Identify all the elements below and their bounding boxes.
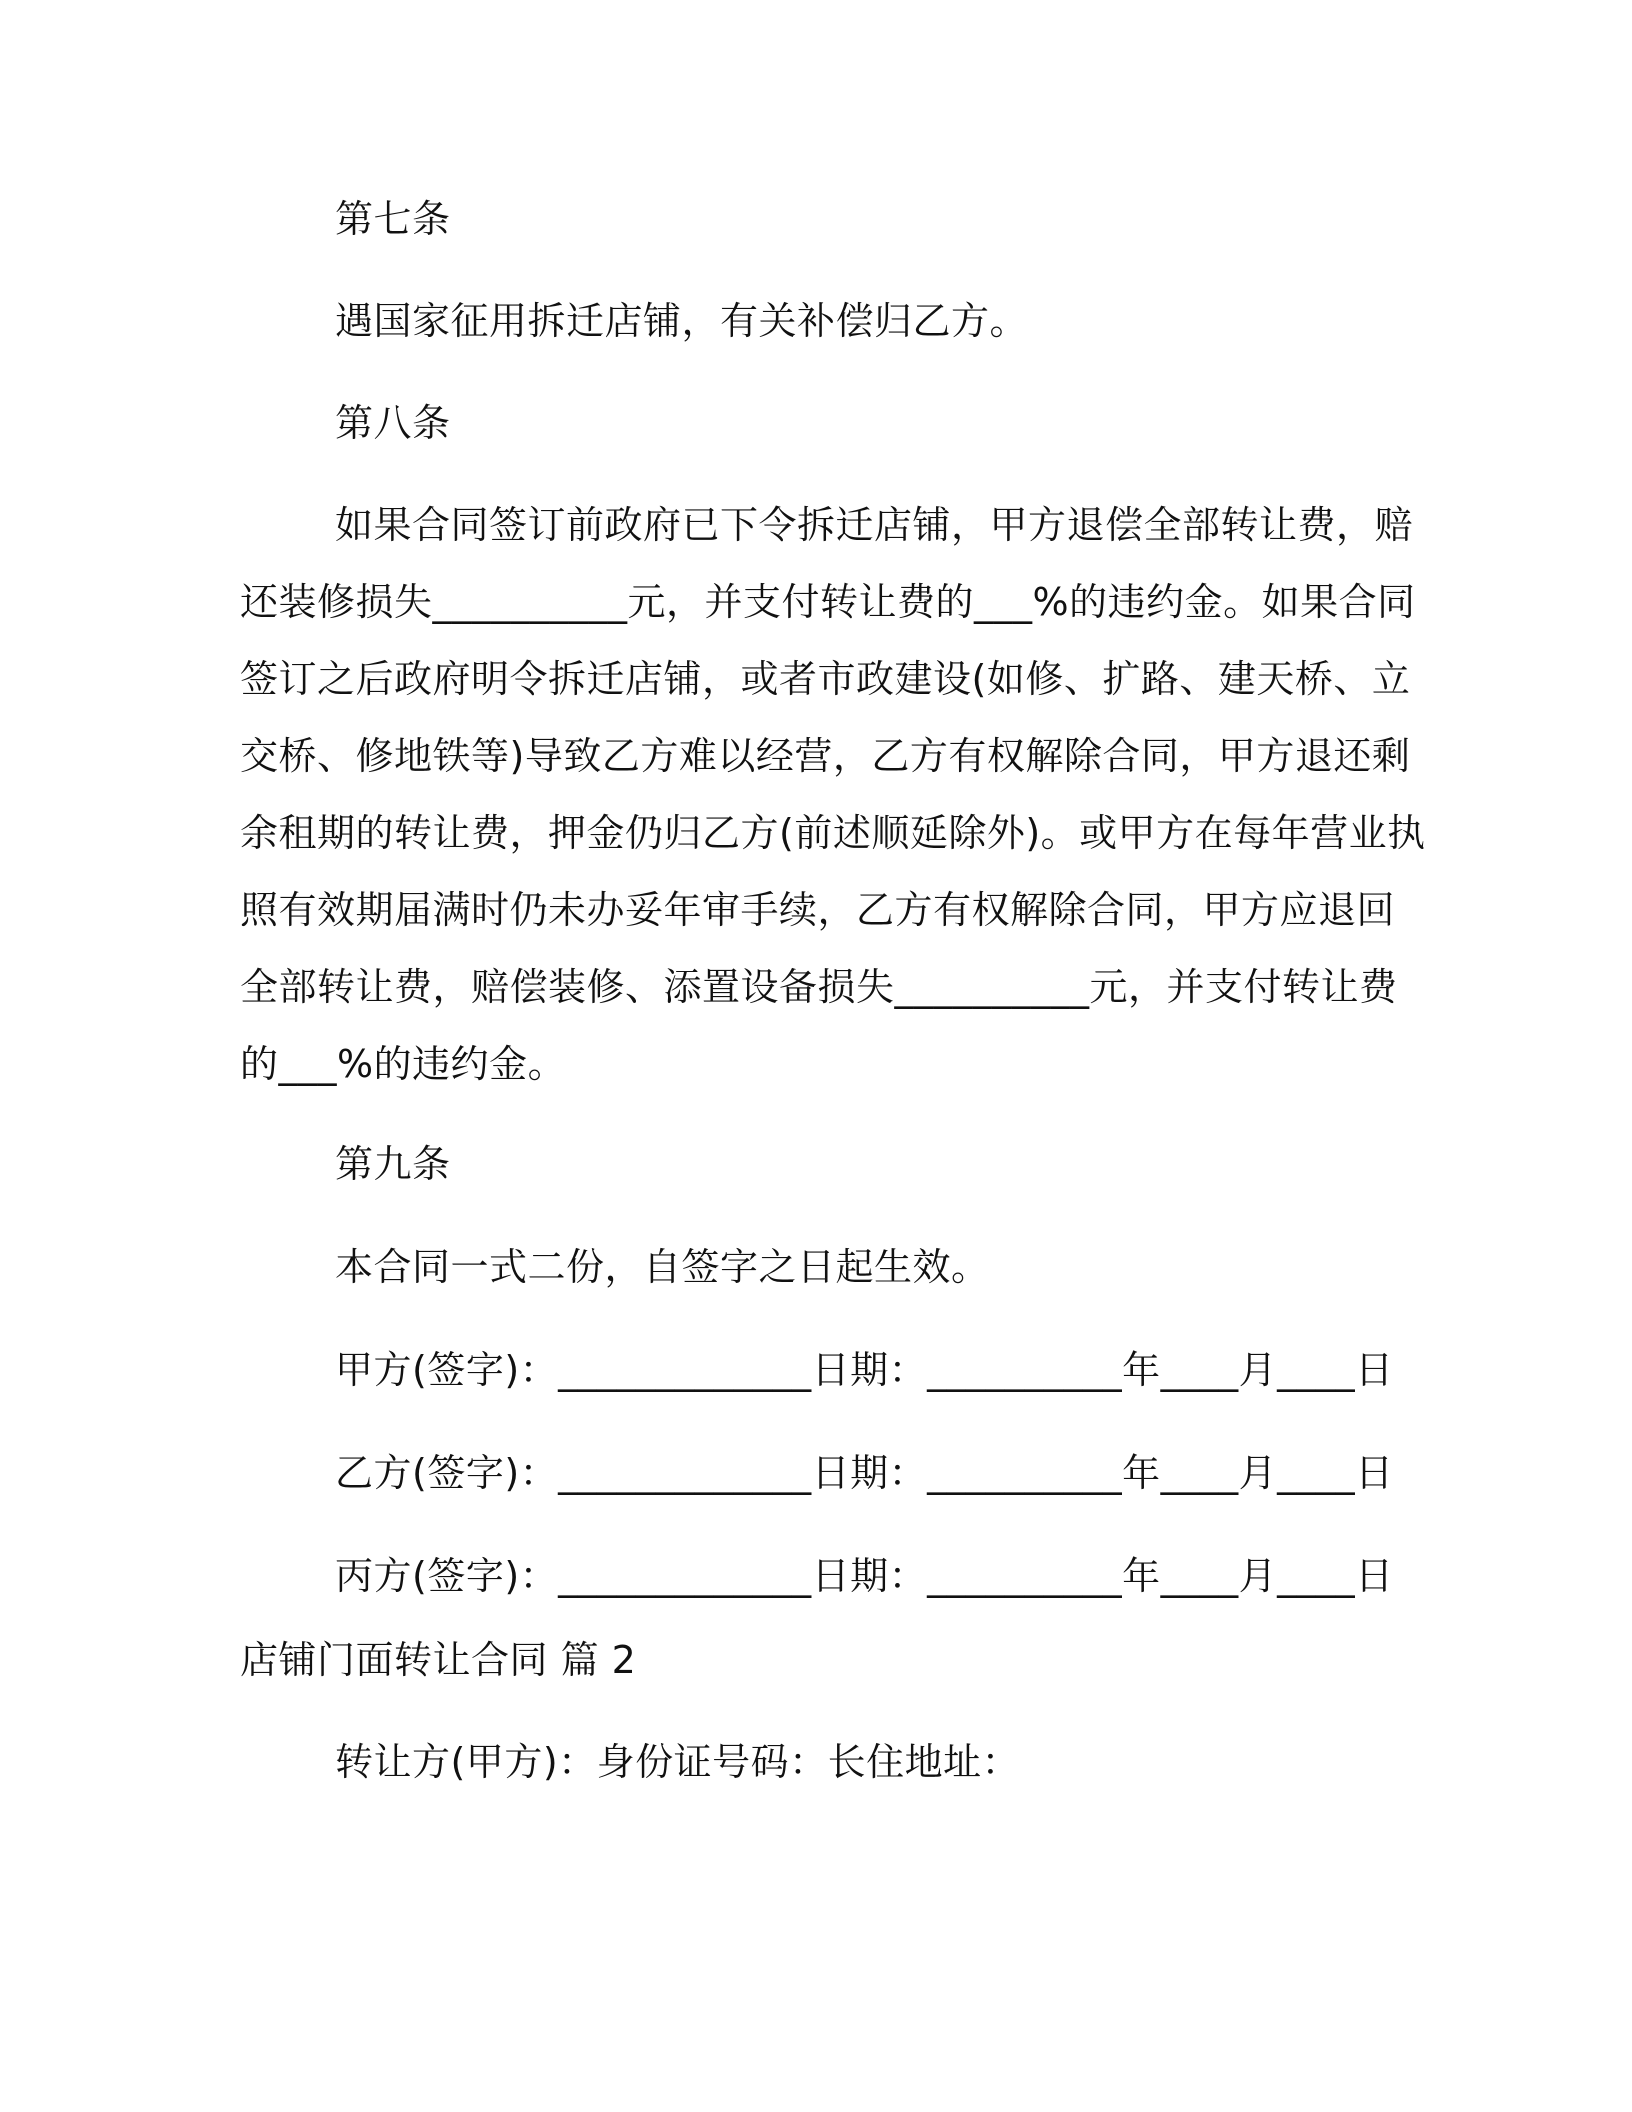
paragraph-line: 签订之后政府明令拆迁店铺，或者市政建设(如修、扩路、建天桥、立 (240, 657, 1411, 701)
paragraph-line: 交桥、修地铁等)导致乙方难以经营，乙方有权解除合同，甲方退还剩 (240, 734, 1411, 778)
article-8-paragraph (240, 503, 1426, 1122)
paragraph-line: 的___%的违约金。 (240, 1042, 567, 1086)
paragraph-line: 全部转让费，赔偿装修、添置设备损失__________元，并支付转让费 (240, 965, 1398, 1009)
paragraph-line: 照有效期届满时仍未办妥年审手续，乙方有权解除合同，甲方应退回 (240, 888, 1396, 932)
paragraph-line: 余租期的转让费，押金仍归乙方(前述顺延除外)。或甲方在每年营业执 (240, 811, 1426, 855)
paragraph-line: 如果合同签订前政府已下令拆迁店铺，甲方退偿全部转让费，赔 (335, 503, 1414, 547)
transferor-info-line: 转让方(甲方)：身份证号码：长住地址： (335, 1740, 1021, 1784)
signature-line-party-c: 丙方(签字)：_____________日期：__________年____月____日 (335, 1554, 1394, 1598)
article-8-heading: 第八条 (335, 401, 451, 445)
paragraph-line: 还装修损失__________元，并支付转让费的___%的违约金。如果合同 (240, 580, 1416, 624)
article-7-text: 遇国家征用拆迁店铺，有关补偿归乙方。 (335, 299, 1029, 343)
article-7-heading: 第七条 (335, 197, 451, 241)
article-9-text: 本合同一式二份，自签字之日起生效。 (335, 1245, 990, 1289)
article-9-heading: 第九条 (335, 1142, 451, 1186)
section-2-title: 店铺门面转让合同 篇 2 (240, 1638, 637, 1682)
signature-line-party-b: 乙方(签字)：_____________日期：__________年____月____日 (335, 1451, 1394, 1495)
signature-line-party-a: 甲方(签字)：_____________日期：__________年____月____日 (335, 1348, 1394, 1392)
